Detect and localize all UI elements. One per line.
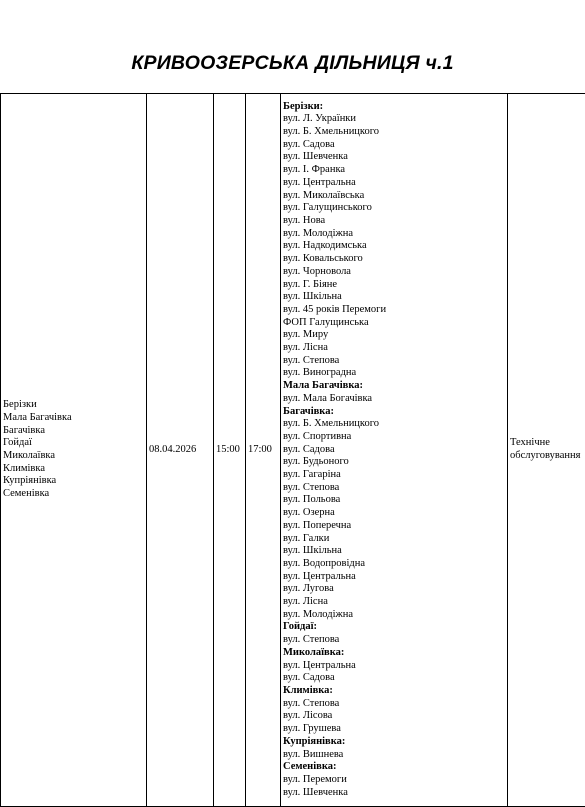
reason-text: Технічне <box>510 437 585 450</box>
start-time-cell: 15:00 <box>214 94 246 807</box>
streets-cell <box>281 94 508 807</box>
street-item: вул. Центральна <box>283 177 505 190</box>
settlement-heading: Гойдаї: <box>283 621 505 634</box>
street-item: вул. Галущинського <box>283 202 505 215</box>
street-item: вул. Молодіжна <box>283 228 505 241</box>
street-item: вул. Б. Хмельницкого <box>283 418 505 431</box>
settlement-heading: Багачівка: <box>283 406 505 419</box>
street-item: ФОП Галущинська <box>283 317 505 330</box>
street-item: вул. Лісна <box>283 342 505 355</box>
street-item: вул. Садова <box>283 444 505 457</box>
street-item: вул. Лісна <box>283 596 505 609</box>
street-item: вул. Садова <box>283 139 505 152</box>
street-item: вул. Центральна <box>283 660 505 673</box>
street-item: вул. Степова <box>283 634 505 647</box>
street-item: вул. Водопровідна <box>283 558 505 571</box>
street-item: вул. Шевченка <box>283 787 505 800</box>
street-item: вул. І. Франка <box>283 164 505 177</box>
village-name: Семенівка <box>3 488 144 501</box>
street-item: вул. Центральна <box>283 571 505 584</box>
street-item: вул. Поперечна <box>283 520 505 533</box>
date-cell: 08.04.2026 <box>147 94 214 807</box>
outage-schedule-table <box>0 93 585 807</box>
village-name: Берізки <box>3 399 144 412</box>
street-item: вул. Г. Біяне <box>283 279 505 292</box>
village-name: Купріянівка <box>3 475 144 488</box>
reason-text: обслуговування <box>510 450 585 463</box>
street-item: вул. Будьоного <box>283 456 505 469</box>
settlement-heading: Климівка: <box>283 685 505 698</box>
street-item: вул. Миру <box>283 329 505 342</box>
street-item: вул. Надкодимська <box>283 240 505 253</box>
street-item: вул. Шкільна <box>283 291 505 304</box>
settlement-heading: Семенівка: <box>283 761 505 774</box>
street-item: вул. Степова <box>283 698 505 711</box>
table-row <box>1 94 585 807</box>
street-item: вул. Миколаївська <box>283 190 505 203</box>
street-item: вул. Мала Богачівка <box>283 393 505 406</box>
end-time-cell: 17:00 <box>246 94 281 807</box>
street-item: вул. Шевченка <box>283 151 505 164</box>
village-name: Гойдаї <box>3 437 144 450</box>
village-name: Мала Багачівка <box>3 412 144 425</box>
settlement-heading: Берізки: <box>283 101 505 114</box>
street-item: вул. Лугова <box>283 583 505 596</box>
reason-cell <box>508 94 585 807</box>
settlement-heading: Купріянівка: <box>283 736 505 749</box>
street-item: вул. Чорновола <box>283 266 505 279</box>
street-item: вул. Грушева <box>283 723 505 736</box>
street-item: вул. Лісова <box>283 710 505 723</box>
street-item: вул. Л. Українки <box>283 113 505 126</box>
street-item: вул. Садова <box>283 672 505 685</box>
settlement-heading: Мала Багачівка: <box>283 380 505 393</box>
street-item: вул. Перемоги <box>283 774 505 787</box>
street-item: вул. Озерна <box>283 507 505 520</box>
street-item: вул. Спортивна <box>283 431 505 444</box>
street-item: вул. Вишнева <box>283 749 505 762</box>
villages-cell <box>1 94 147 807</box>
street-item: вул. Гагаріна <box>283 469 505 482</box>
village-name: Багачівка <box>3 425 144 438</box>
street-item: вул. 45 років Перемоги <box>283 304 505 317</box>
street-item: вул. Молодіжна <box>283 609 505 622</box>
street-item: вул. Польова <box>283 494 505 507</box>
street-item: вул. Галки <box>283 533 505 546</box>
street-item: вул. Б. Хмельницкого <box>283 126 505 139</box>
street-item: вул. Нова <box>283 215 505 228</box>
street-item: вул. Ковальського <box>283 253 505 266</box>
street-item: вул. Степова <box>283 482 505 495</box>
street-item: вул. Шкільна <box>283 545 505 558</box>
settlement-heading: Миколаївка: <box>283 647 505 660</box>
village-name: Климівка <box>3 463 144 476</box>
village-name: Миколаївка <box>3 450 144 463</box>
street-item: вул. Степова <box>283 355 505 368</box>
street-item: вул. Виноградна <box>283 367 505 380</box>
page-title: КРИВООЗЕРСЬКА ДІЛЬНИЦЯ ч.1 <box>0 52 585 75</box>
